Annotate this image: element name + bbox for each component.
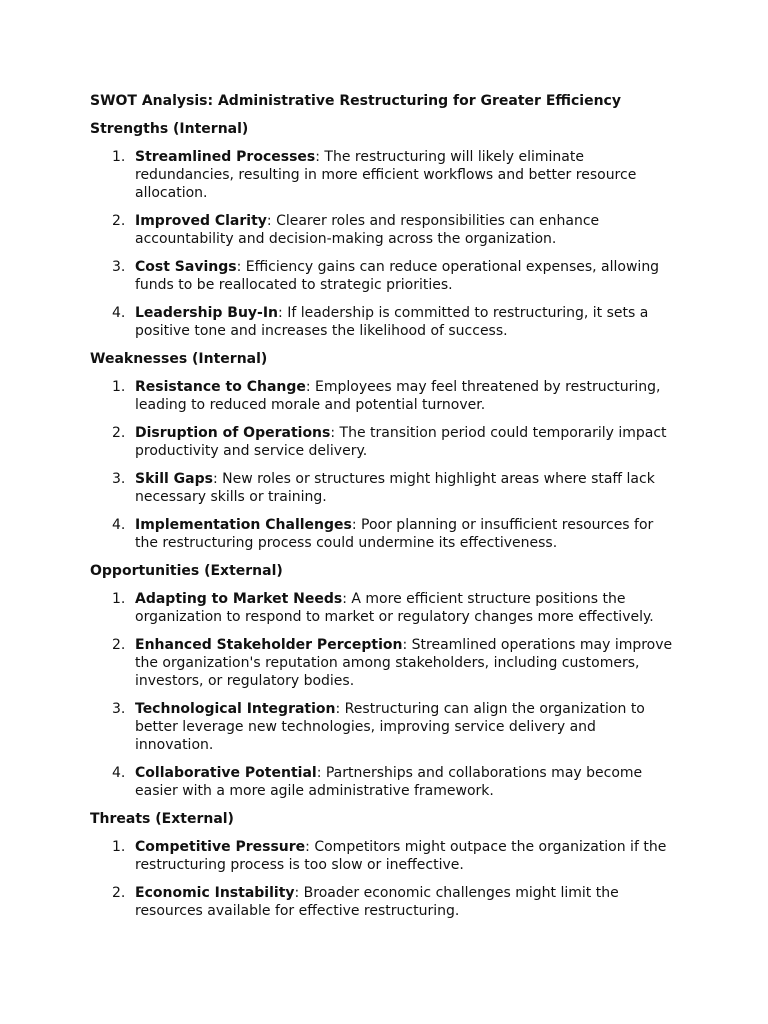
list-item-description: : Efficiency gains can reduce operational expenses, allowing funds to be reallocated to strategic priorities. — [135, 259, 660, 293]
list-item — [90, 838, 678, 874]
list-item-term: Economic Instability — [135, 885, 295, 901]
list-item-number: 3. — [112, 259, 126, 275]
list-item-description: : Employees may feel threatened by restructuring, leading to reduced morale and potential turnover. — [135, 379, 661, 413]
section-list-threats — [90, 838, 678, 920]
list-item — [90, 258, 678, 294]
list-item-term: Skill Gaps — [135, 471, 213, 487]
list-item-term: Resistance to Change — [135, 379, 306, 395]
list-item-term: Technological Integration — [135, 701, 336, 717]
list-item-term: Enhanced Stakeholder Perception — [135, 637, 403, 653]
list-item-number: 3. — [112, 471, 126, 487]
list-item-term: Improved Clarity — [135, 213, 267, 229]
list-item-term: Streamlined Processes — [135, 149, 316, 165]
list-item-term: Collaborative Potential — [135, 765, 317, 781]
section-list-weaknesses — [90, 378, 678, 552]
list-item-description: : Poor planning or insufficient resources for the restructuring process could undermine its effectiveness. — [135, 517, 654, 551]
section-heading-strengths: Strengths (Internal) — [90, 121, 249, 137]
list-item — [90, 378, 678, 414]
list-item-description: : Broader economic challenges might limit the resources available for effective restructuring. — [135, 885, 619, 919]
list-item-number: 2. — [112, 637, 126, 653]
list-item-description: : New roles or structures might highlight areas where staff lack necessary skills or training. — [135, 471, 655, 505]
swot-sections — [90, 120, 678, 920]
list-item-number: 4. — [112, 305, 126, 321]
section-heading-weaknesses: Weaknesses (Internal) — [90, 351, 268, 367]
section-list-strengths — [90, 148, 678, 340]
list-item-term: Competitive Pressure — [135, 839, 306, 855]
list-item-number: 2. — [112, 885, 126, 901]
list-item-number: 1. — [112, 839, 126, 855]
list-item-description: : Clearer roles and responsibilities can enhance accountability and decision-making across the organization. — [135, 213, 600, 247]
list-item-term: Implementation Challenges — [135, 517, 352, 533]
list-item-number: 4. — [112, 765, 126, 781]
list-item-term: Leadership Buy-In — [135, 305, 279, 321]
list-item — [90, 764, 678, 800]
list-item — [90, 516, 678, 552]
list-item-number: 2. — [112, 425, 126, 441]
list-item-term: Adapting to Market Needs — [135, 591, 343, 607]
list-item — [90, 212, 678, 248]
list-item-description: : If leadership is committed to restructuring, it sets a positive tone and increases the likelihood of success. — [135, 305, 649, 339]
list-item — [90, 884, 678, 920]
list-item-number: 3. — [112, 701, 126, 717]
list-item — [90, 470, 678, 506]
section-heading-threats: Threats (External) — [90, 811, 234, 827]
list-item-number: 4. — [112, 517, 126, 533]
list-item — [90, 148, 678, 202]
document-title: SWOT Analysis: Administrative Restructuring for Greater Efficiency — [90, 93, 621, 109]
list-item-description: : A more efficient structure positions the organization to respond to market or regulatory changes more effectively. — [135, 591, 654, 625]
list-item-description: : Competitors might outpace the organization if the restructuring process is too slow or ineffective. — [135, 839, 667, 873]
list-item-number: 2. — [112, 213, 126, 229]
list-item — [90, 636, 678, 690]
list-item-term: Cost Savings — [135, 259, 237, 275]
list-item-description: : Streamlined operations may improve the organization's reputation among stakeholders, including customers, investors, or regulatory bodies. — [135, 637, 673, 689]
list-item-description: : Restructuring can align the organization to better leverage new technologies, improving service delivery and innovation. — [135, 701, 645, 753]
list-item-number: 1. — [112, 149, 126, 165]
list-item-description: : Partnerships and collaborations may become easier with a more agile administrative framework. — [135, 765, 643, 799]
list-item — [90, 590, 678, 626]
list-item — [90, 700, 678, 754]
list-item-number: 1. — [112, 591, 126, 607]
list-item-term: Disruption of Operations — [135, 425, 331, 441]
list-item-number: 1. — [112, 379, 126, 395]
section-list-opportunities — [90, 590, 678, 800]
section-heading-opportunities: Opportunities (External) — [90, 563, 283, 579]
list-item-description: : The transition period could temporarily impact productivity and service delivery. — [135, 425, 667, 459]
list-item — [90, 304, 678, 340]
list-item — [90, 424, 678, 460]
list-item-description: : The restructuring will likely eliminate redundancies, resulting in more efficient workflows and better resource allocation. — [135, 149, 637, 201]
